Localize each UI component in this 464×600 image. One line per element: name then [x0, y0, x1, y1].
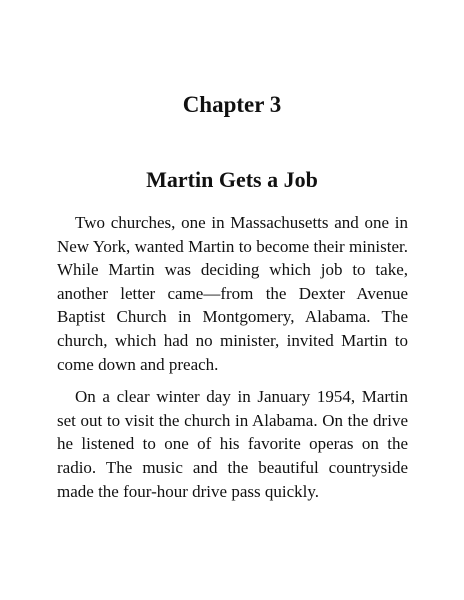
chapter-body [57, 211, 408, 512]
body-paragraph: Two churches, one in Massachusetts and one in New York, wanted Martin to become their minister. While Martin was deciding which job to take, another letter came—from the Dexter Avenue Baptist Church in Montgomery, Alabama. The church, which had no minister, invited Martin to come down and preach. [57, 213, 408, 374]
body-paragraph: On a clear winter day in January 1954, Martin set out to visit the church in Alabama. On the drive he listened to one of his favorite operas on the radio. The music and the beautiful countryside made the four-hour drive pass quickly. [57, 387, 408, 501]
chapter-number: Chapter 3 [182, 92, 282, 118]
chapter-title: Martin Gets a Job [146, 167, 318, 193]
